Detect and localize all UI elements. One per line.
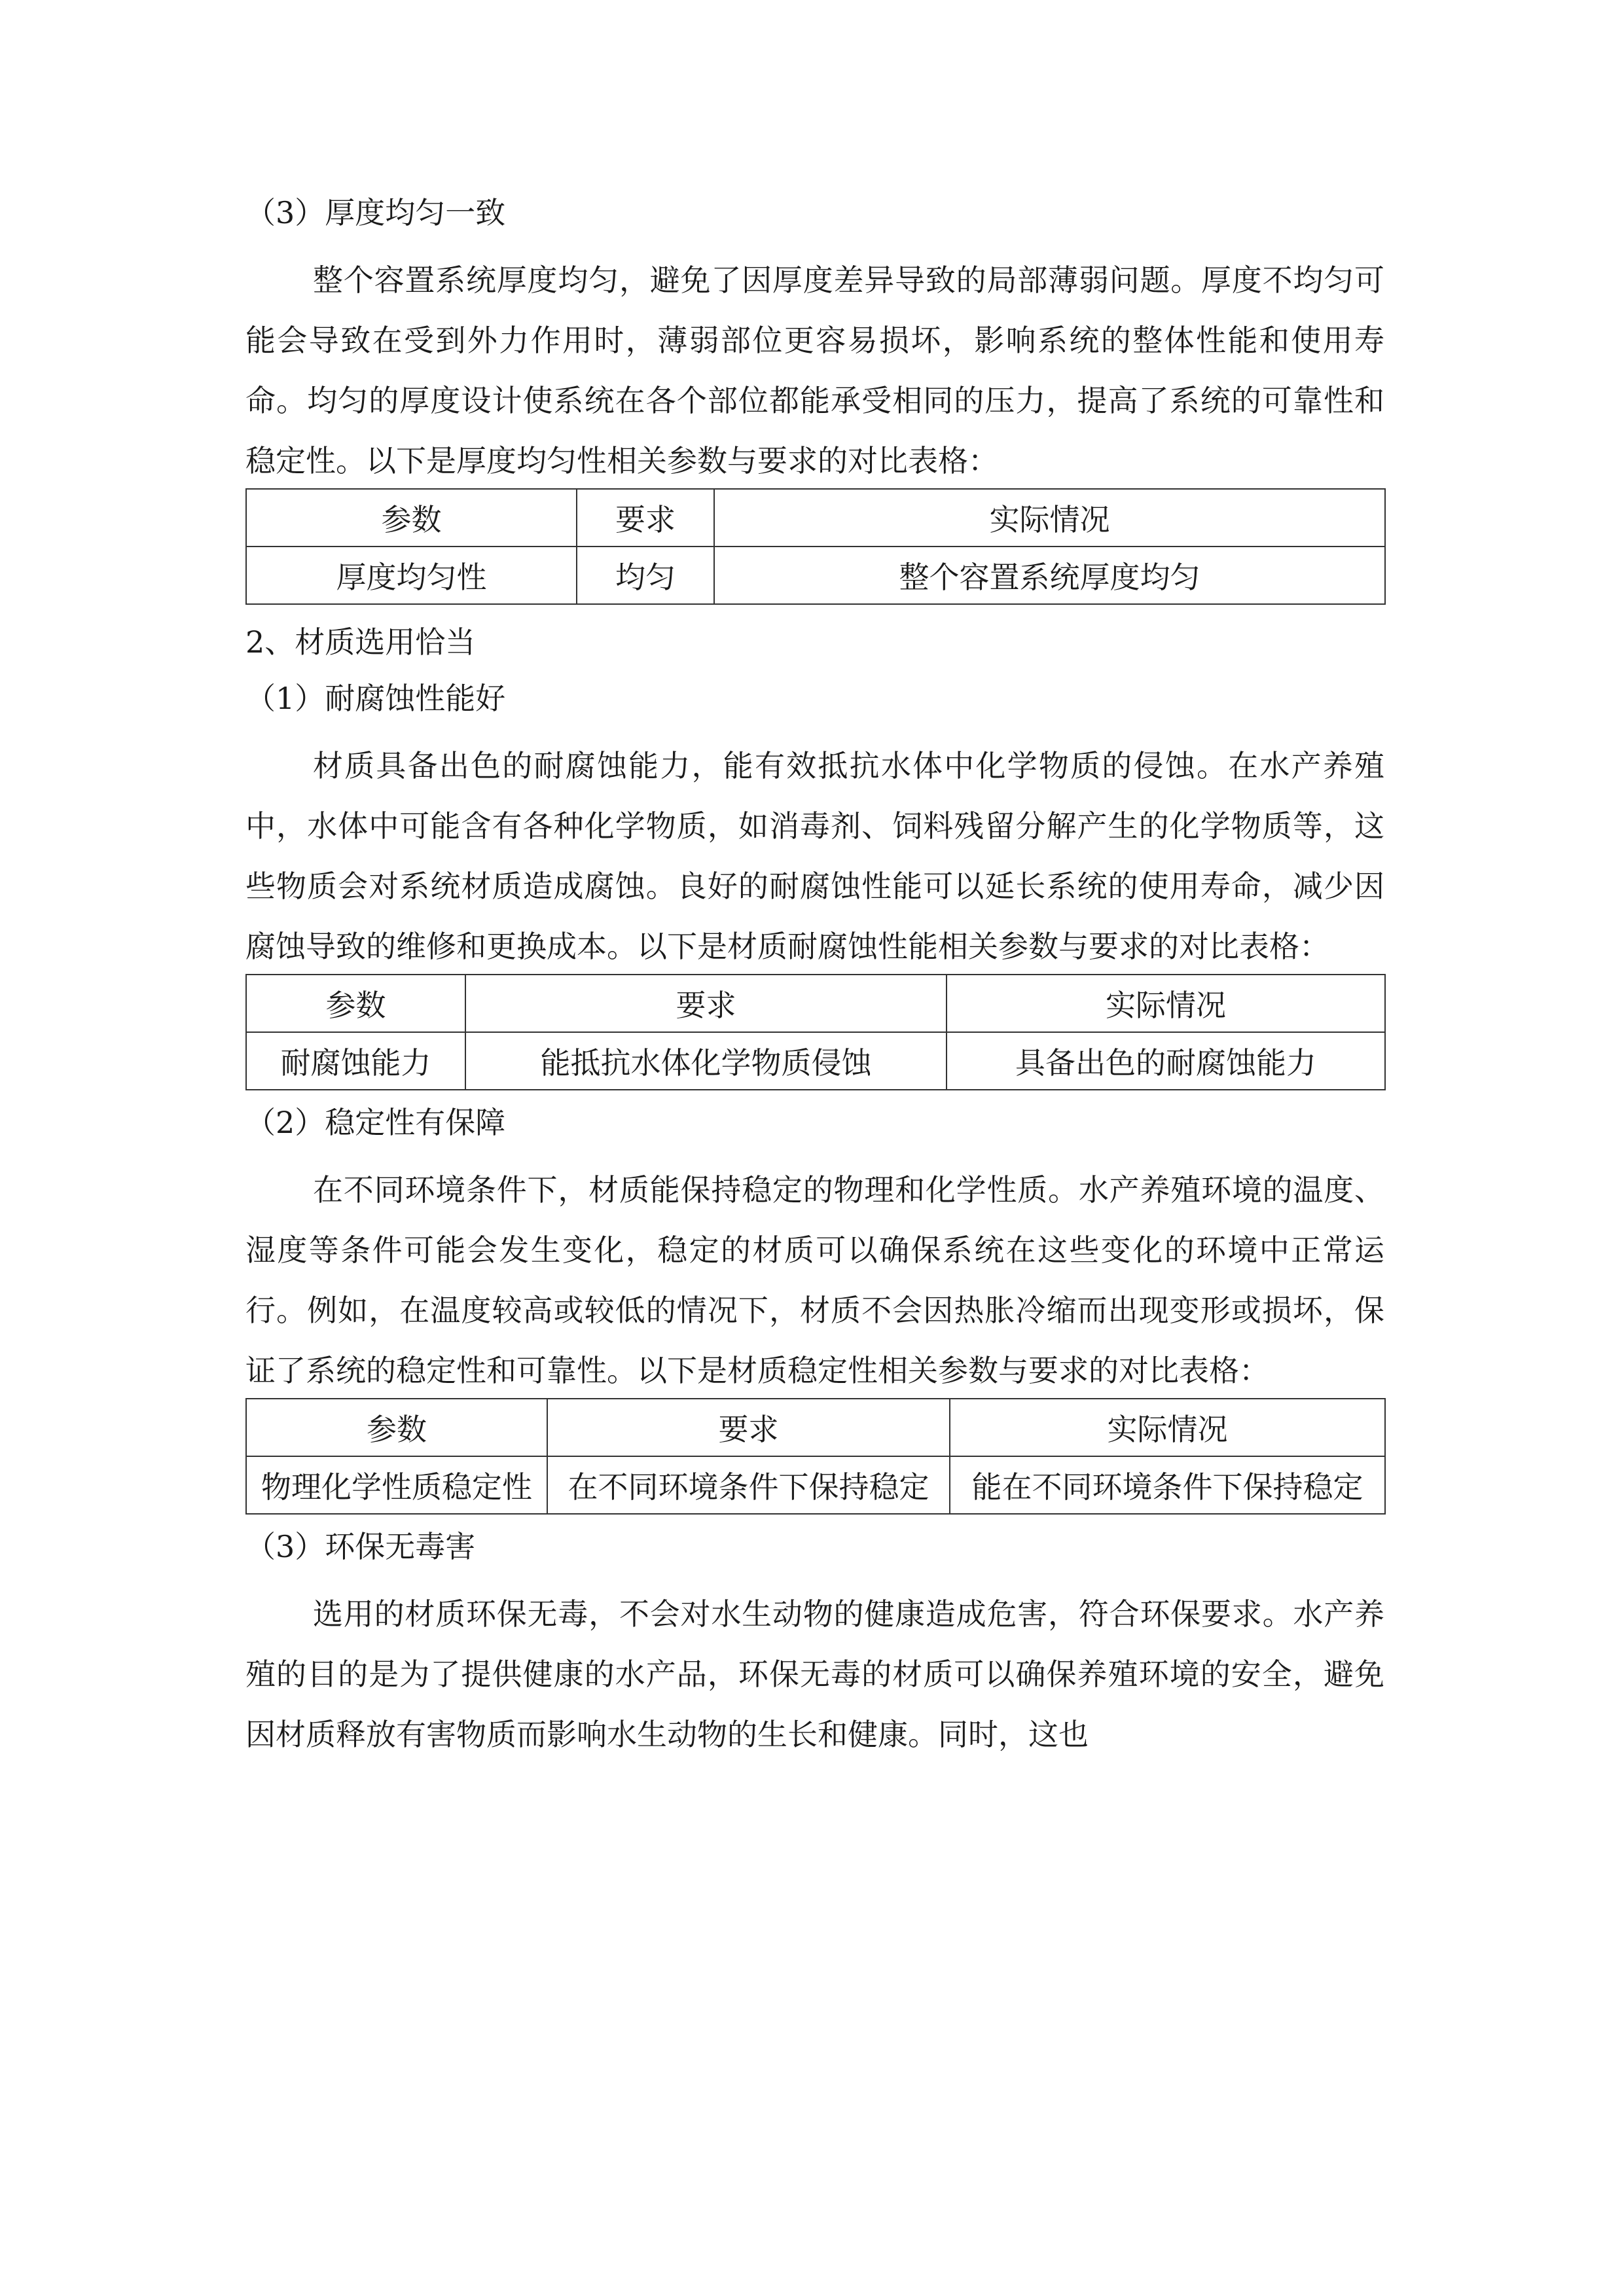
table-row bbox=[246, 1032, 1385, 1090]
table-cell: 具备出色的耐腐蚀能力 bbox=[947, 1032, 1385, 1090]
table-header-cell: 参数 bbox=[246, 1399, 547, 1456]
table-cell: 均匀 bbox=[577, 547, 714, 604]
table-header-cell: 实际情况 bbox=[950, 1399, 1385, 1456]
table-stability bbox=[245, 1398, 1386, 1515]
table-cell: 能在不同环境条件下保持稳定 bbox=[950, 1456, 1385, 1514]
section-heading-thickness: （3）厚度均匀一致 bbox=[245, 195, 506, 230]
table-header-cell: 实际情况 bbox=[714, 489, 1385, 547]
subsection-heading-corrosion: （1）耐腐蚀性能好 bbox=[245, 681, 506, 716]
table-row bbox=[246, 1456, 1385, 1514]
table-cell: 能抵抗水体化学物质侵蚀 bbox=[465, 1032, 947, 1090]
table-header-cell: 要求 bbox=[465, 975, 947, 1032]
section-heading-material: 2、材质选用恰当 bbox=[245, 624, 476, 660]
page-content bbox=[245, 190, 1384, 1765]
table-header-cell: 要求 bbox=[547, 1399, 950, 1456]
table-header-row bbox=[246, 1399, 1385, 1456]
paragraph-corrosion: 材质具备出色的耐腐蚀能力，能有效抵抗水体中化学物质的侵蚀。在水产养殖中，水体中可能含有各种化学物质，如消毒剂、饲料残留分解产生的化学物质等，这些物质会对系统材质造成腐蚀。良好的耐腐蚀性能可以延长系统的使用寿命，减少因腐蚀导致的维修和更换成本。以下是材质耐腐蚀性能相关参数与要求的对比表格： bbox=[245, 748, 1384, 964]
table-header-cell: 要求 bbox=[577, 489, 714, 547]
table-header-row bbox=[246, 975, 1385, 1032]
table-row bbox=[246, 547, 1385, 604]
table-header-cell: 参数 bbox=[246, 975, 465, 1032]
table-header-cell: 实际情况 bbox=[947, 975, 1385, 1032]
table-cell: 耐腐蚀能力 bbox=[246, 1032, 465, 1090]
subsection-heading-eco: （3）环保无毒害 bbox=[245, 1529, 476, 1564]
paragraph-thickness: 整个容置系统厚度均匀，避免了因厚度差异导致的局部薄弱问题。厚度不均匀可能会导致在受到外力作用时，薄弱部位更容易损坏，影响系统的整体性能和使用寿命。均匀的厚度设计使系统在各个部位都能承受相同的压力，提高了系统的可靠性和稳定性。以下是厚度均匀性相关参数与要求的对比表格： bbox=[245, 262, 1384, 478]
table-corrosion bbox=[245, 974, 1386, 1090]
table-cell: 厚度均匀性 bbox=[246, 547, 577, 604]
paragraph-eco: 选用的材质环保无毒，不会对水生动物的健康造成危害，符合环保要求。水产养殖的目的是为了提供健康的水产品，环保无毒的材质可以确保养殖环境的安全，避免因材质释放有害物质而影响水生动物的生长和健康。同时，这也 bbox=[245, 1596, 1384, 1752]
table-cell: 物理化学性质稳定性 bbox=[246, 1456, 547, 1514]
paragraph-stability: 在不同环境条件下，材质能保持稳定的物理和化学性质。水产养殖环境的温度、湿度等条件可能会发生变化，稳定的材质可以确保系统在这些变化的环境中正常运行。例如，在温度较高或较低的情况下，材质不会因热胀冷缩而出现变形或损坏，保证了系统的稳定性和可靠性。以下是材质稳定性相关参数与要求的对比表格： bbox=[245, 1172, 1384, 1388]
table-cell: 整个容置系统厚度均匀 bbox=[714, 547, 1385, 604]
table-cell: 在不同环境条件下保持稳定 bbox=[547, 1456, 950, 1514]
table-header-row bbox=[246, 489, 1385, 547]
table-header-cell: 参数 bbox=[246, 489, 577, 547]
subsection-heading-stability: （2）稳定性有保障 bbox=[245, 1105, 506, 1140]
table-thickness bbox=[245, 488, 1386, 605]
